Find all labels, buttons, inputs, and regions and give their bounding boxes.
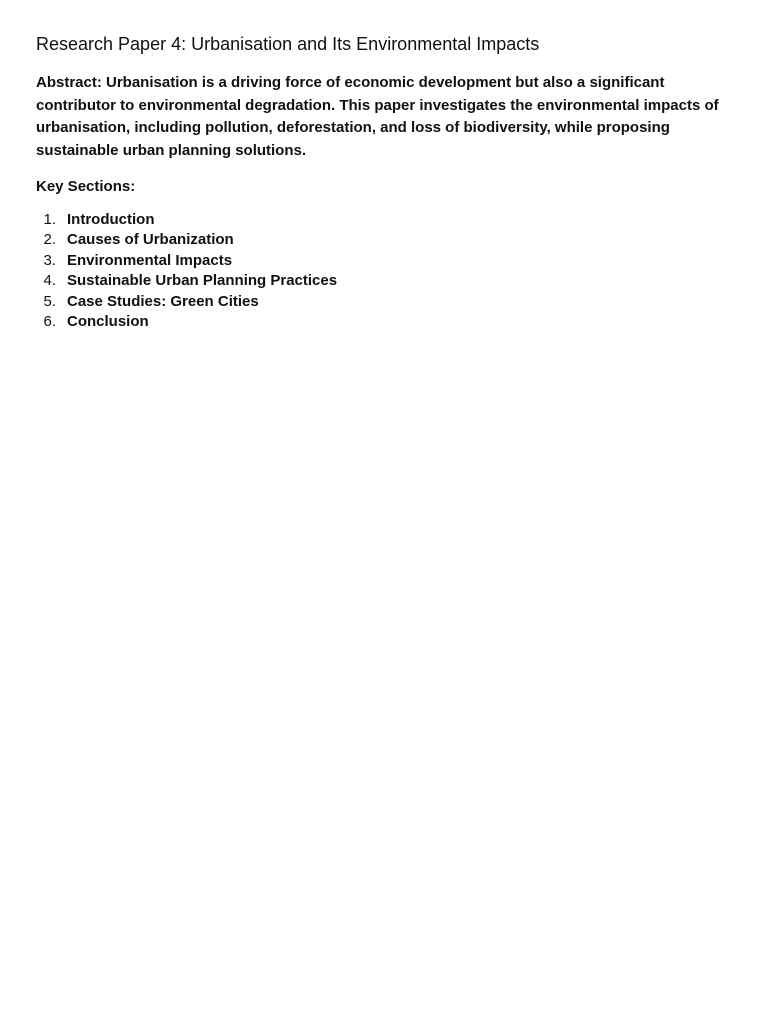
list-item	[36, 251, 732, 271]
list-item-number: 2.	[43, 231, 56, 249]
page-title: Research Paper 4: Urbanisation and Its Environmental Impacts	[36, 34, 540, 54]
abstract-paragraph: Abstract: Urbanisation is a driving force of economic development but also a significant contributor to environmental degradation. This paper investigates the environmental impacts of urbanisation, including pollution, deforestation, and loss of biodiversity, while proposing sustainable urban planning solutions.	[36, 74, 719, 159]
list-item	[36, 271, 732, 291]
list-item-label: Causes of Urbanization	[67, 231, 234, 249]
list-item-number: 3.	[43, 251, 56, 269]
list-item-number: 6.	[43, 313, 56, 331]
list-item-label: Case Studies: Green Cities	[67, 292, 259, 310]
key-sections-label: Key Sections:	[36, 178, 136, 195]
list-item-number: 5.	[43, 292, 56, 310]
list-item-label: Sustainable Urban Planning Practices	[67, 272, 338, 290]
list-item	[36, 210, 732, 230]
list-item-label: Environmental Impacts	[67, 251, 233, 269]
list-item-number: 4.	[43, 272, 56, 290]
list-item-label: Conclusion	[67, 313, 149, 331]
list-item-label: Introduction	[67, 211, 155, 228]
key-sections-list	[36, 210, 732, 332]
list-item-number: 1.	[43, 211, 56, 228]
list-item	[36, 312, 732, 332]
list-item	[36, 292, 732, 312]
list-item	[36, 230, 732, 250]
